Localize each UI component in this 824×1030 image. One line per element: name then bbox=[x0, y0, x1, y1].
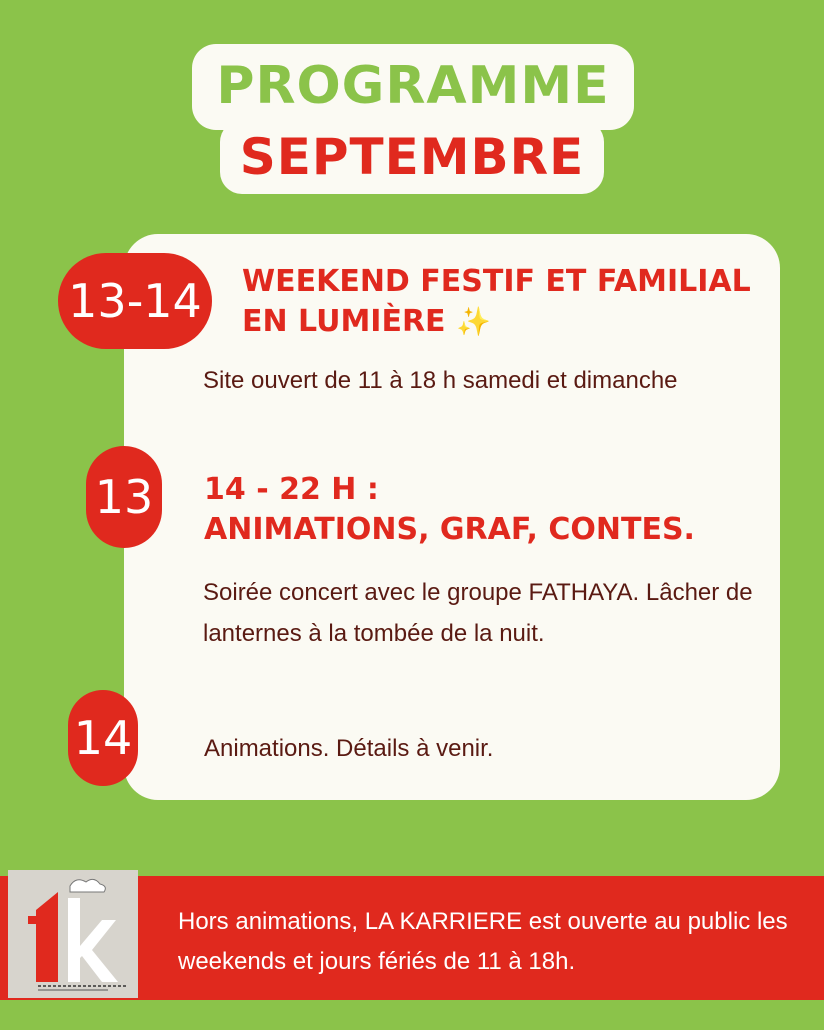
page-subtitle: SEPTEMBRE bbox=[239, 128, 585, 186]
event-heading-13: 14 - 22 H : ANIMATIONS, GRAF, CONTES. bbox=[204, 472, 695, 547]
page-title: PROGRAMME bbox=[216, 56, 610, 116]
sparkles-icon: ✨ bbox=[456, 305, 491, 338]
karriere-logo-icon bbox=[8, 870, 138, 998]
date-badge-14: 14 bbox=[68, 690, 138, 786]
footer-text: Hors animations, LA KARRIERE est ouverte au public les weekends et jours fériés de 11 à 18h. bbox=[178, 908, 788, 975]
karriere-logo bbox=[8, 870, 138, 998]
event-details-13: Soirée concert avec le groupe FATHAYA. Lâcher de lanternes à la tombée de la nuit. bbox=[203, 579, 753, 647]
event-details-weekend: Site ouvert de 11 à 18 h samedi et dimanche bbox=[203, 367, 678, 394]
date-badge-13: 13 bbox=[86, 446, 162, 548]
date-badge-13-14: 13-14 bbox=[58, 253, 212, 349]
event-details-14: Animations. Détails à venir. bbox=[204, 735, 494, 762]
event-heading-weekend: WEEKEND FESTIF ET FAMILIAL EN LUMIÈRE ✨ bbox=[242, 264, 751, 339]
